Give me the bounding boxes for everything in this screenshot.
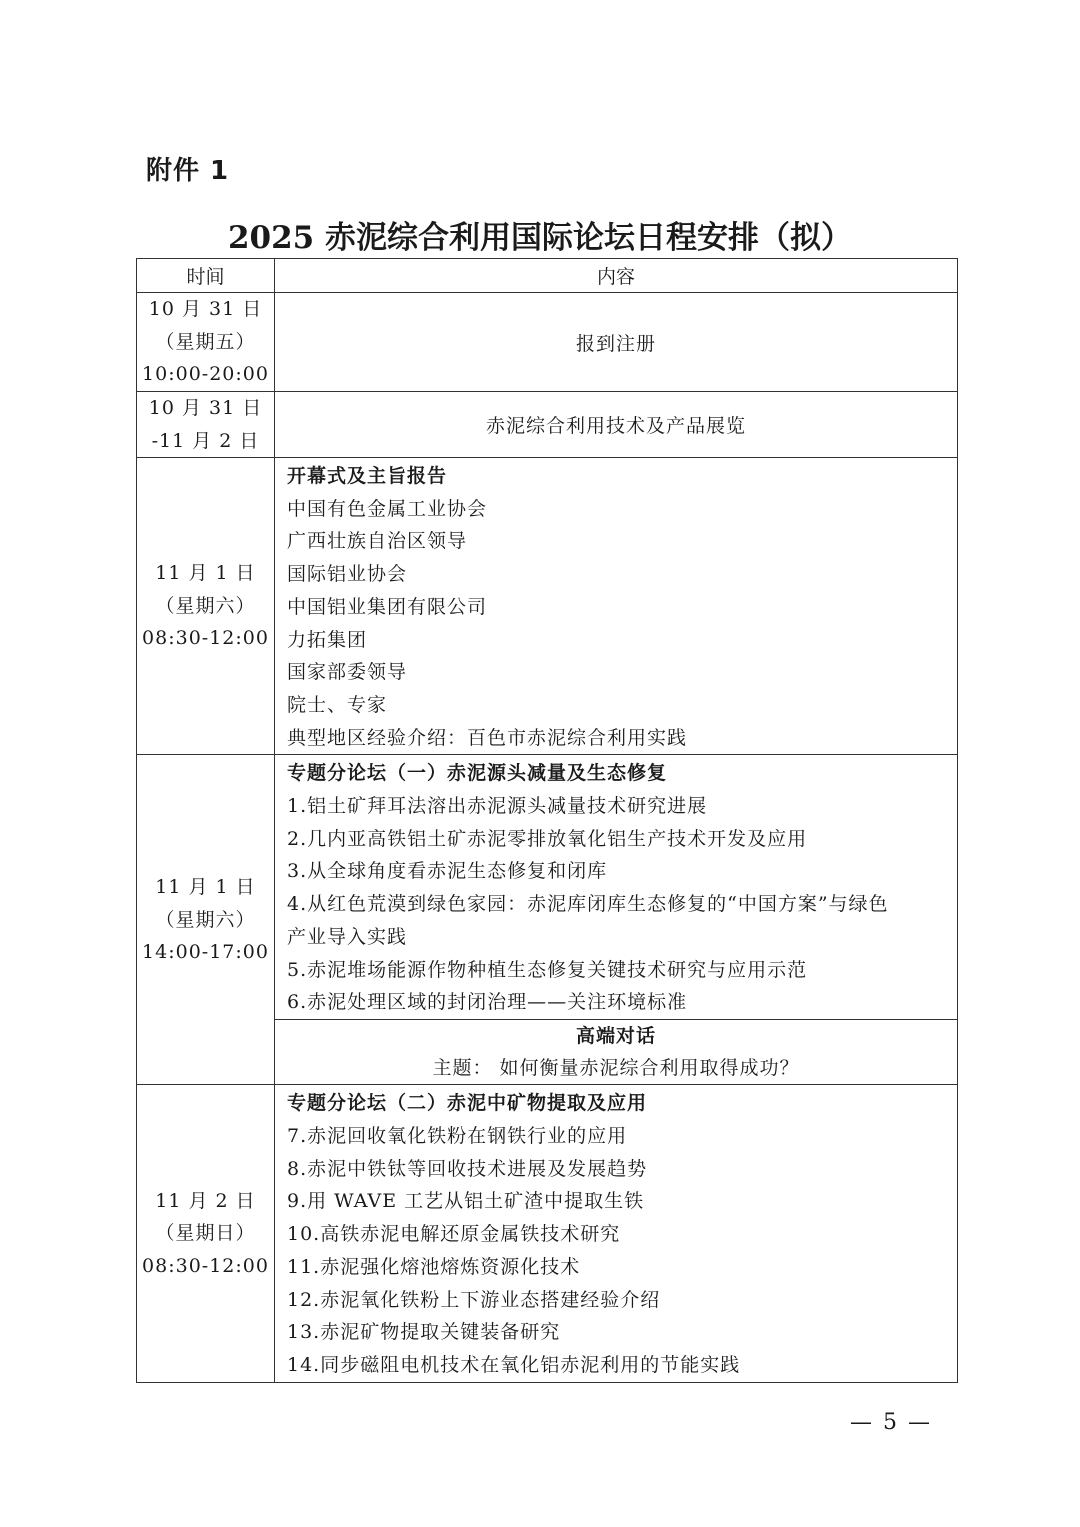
table-row: [137, 755, 958, 1020]
list-item: 2.几内亚高铁铝土矿赤泥零排放氧化铝生产技术开发及应用: [287, 827, 808, 850]
list-item: 产业导入实践: [287, 925, 408, 948]
time-cell: 11 月 1 日 （星期六） 14:00-17:00: [137, 755, 275, 1085]
document-title: 2025 赤泥综合利用国际论坛日程安排（拟）: [227, 220, 853, 256]
list-item: 广西壮族自治区领导: [287, 530, 468, 553]
list-item: 力拓集团: [287, 628, 368, 651]
dialogue-heading: 高端对话: [575, 1025, 656, 1048]
schedule-table: [136, 258, 958, 1383]
attachment-label: 附件 1: [146, 156, 230, 186]
content-cell: [275, 1085, 958, 1382]
list-item: 14.同步磁阻电机技术在氧化铝赤泥利用的节能实践: [287, 1353, 741, 1376]
list-item: 12.赤泥氧化铁粉上下游业态搭建经验介绍: [287, 1288, 661, 1311]
page-number: — 5 —: [850, 1410, 932, 1435]
dialogue-cell: [275, 1020, 958, 1085]
list-item: 10.高铁赤泥电解还原金属铁技术研究: [287, 1223, 621, 1246]
list-item: 8.赤泥中铁钛等回收技术进展及发展趋势: [287, 1157, 648, 1180]
table-row: [137, 1085, 958, 1382]
list-item: 9.用 WAVE 工艺从铝土矿渣中提取生铁: [287, 1190, 645, 1213]
list-item: 3.从全球角度看赤泥生态修复和闭库: [287, 860, 608, 883]
list-item: 中国有色金属工业协会: [287, 497, 488, 520]
header-time: 时间: [137, 259, 275, 293]
header-content: 内容: [275, 259, 958, 293]
table-header-row: [137, 259, 958, 293]
list-item: 7.赤泥回收氧化铁粉在钢铁行业的应用: [287, 1125, 628, 1148]
time-cell: 11 月 2 日 （星期日） 08:30-12:00: [137, 1085, 275, 1382]
session-heading: 专题分论坛（二）赤泥中矿物提取及应用: [287, 1092, 648, 1115]
content-cell: 报到注册: [275, 293, 958, 392]
content-cell: [275, 755, 958, 1020]
list-item: 国际铝业协会: [287, 563, 408, 586]
table-row: [137, 293, 958, 392]
list-item: 4.从红色荒漠到绿色家园：赤泥库闭库生态修复的“中国方案”与绿色: [287, 893, 889, 916]
list-item: 典型地区经验介绍：百色市赤泥综合利用实践: [287, 726, 688, 749]
list-item: 5.赤泥堆场能源作物种植生态修复关键技术研究与应用示范: [287, 958, 808, 981]
list-item: 1.铝土矿拜耳法溶出赤泥源头减量技术研究进展: [287, 795, 708, 818]
table-row: [137, 392, 958, 458]
list-item: 院士、专家: [287, 693, 388, 716]
list-item: 13.赤泥矿物提取关键装备研究: [287, 1321, 561, 1344]
content-cell: 赤泥综合利用技术及产品展览: [275, 392, 958, 458]
list-item: 国家部委领导: [287, 661, 408, 684]
time-cell: 10 月 31 日 -11 月 2 日: [137, 392, 275, 458]
session-heading: 专题分论坛（一）赤泥源头减量及生态修复: [287, 762, 668, 785]
time-cell: 10 月 31 日 （星期五） 10:00-20:00: [137, 293, 275, 392]
list-item: 中国铝业集团有限公司: [287, 595, 488, 618]
table-row: [137, 458, 958, 755]
content-cell: [275, 458, 958, 755]
list-item: 6.赤泥处理区域的封闭治理——关注环境标准: [287, 991, 688, 1014]
list-item: 11.赤泥强化熔池熔炼资源化技术: [287, 1255, 581, 1278]
session-heading: 开幕式及主旨报告: [287, 465, 448, 487]
time-cell: 11 月 1 日 （星期六） 08:30-12:00: [137, 458, 275, 755]
dialogue-topic: 主题： 如何衡量赤泥综合利用取得成功？: [432, 1057, 800, 1080]
